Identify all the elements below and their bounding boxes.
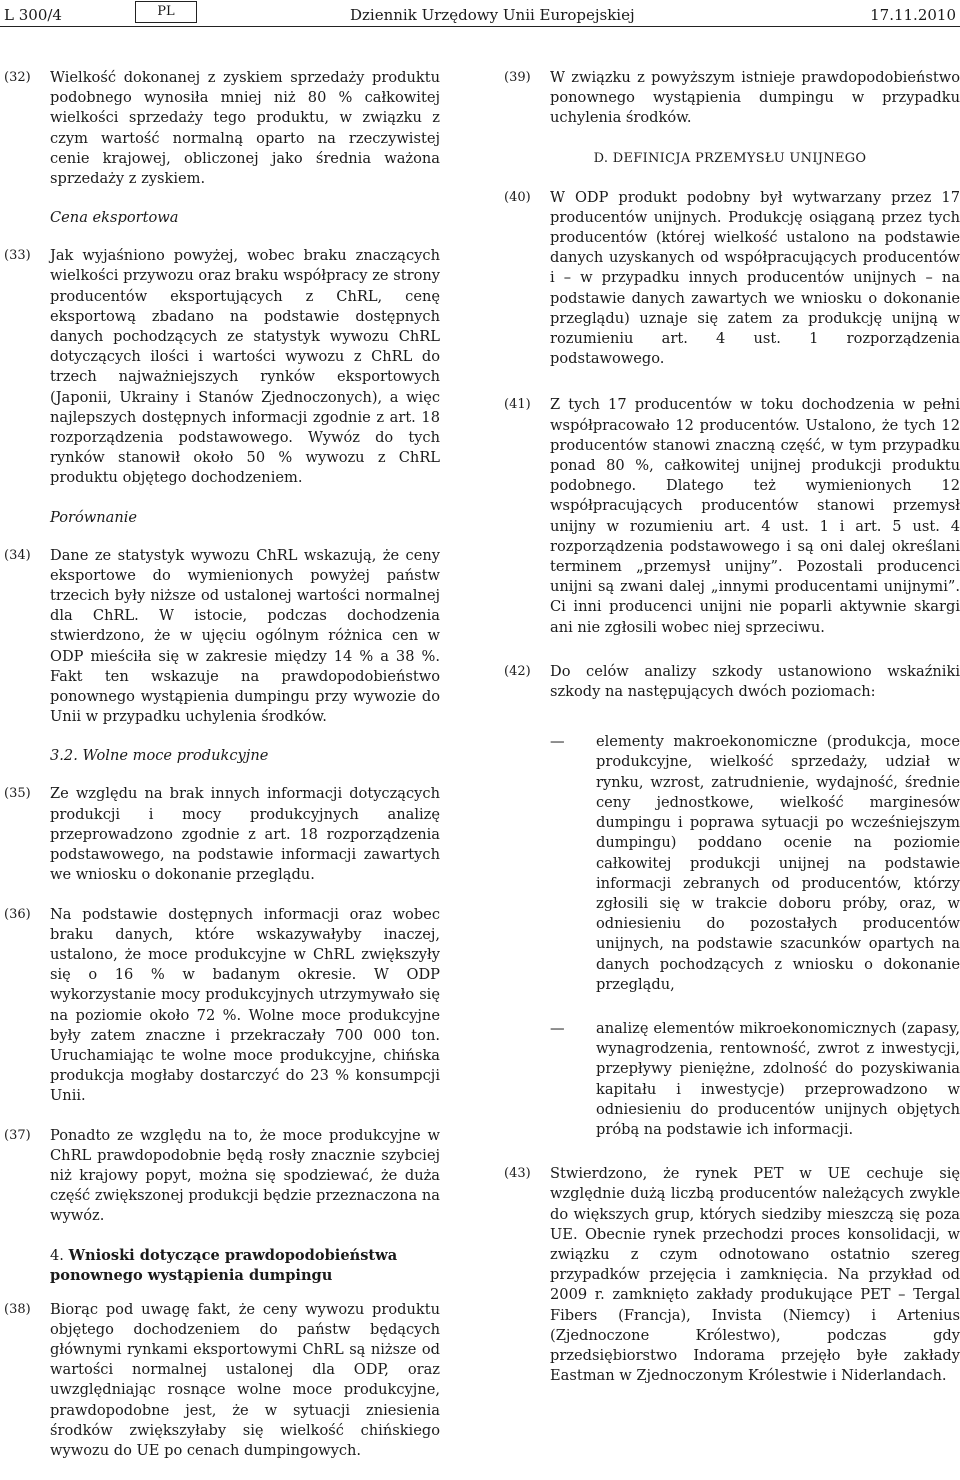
paragraph-number: (32) bbox=[4, 70, 31, 85]
right-column bbox=[500, 68, 960, 1405]
paragraph-number: (37) bbox=[4, 1127, 31, 1143]
dash-marker: — bbox=[550, 733, 565, 751]
paragraph-text: Dane ze statystyk wywozu ChRL wskazują, że ceny eksportowe do wymienionych powyżej państw trzecich były niższe od ustalonej wartości normalnej dla ChRL. W istocie, podczas dochodzenia stwierdzono, że w ujęciu ogólnym różnica cen w ODP mieściła się w zakresie między 14 % a 38 %. Fakt ten wskazuje na prawdopodobieństwo ponownego wystąpienia dumpingu przy wywozie do Unii w przypadku uchylenia środków. bbox=[50, 546, 440, 726]
paragraph-37 bbox=[0, 1126, 440, 1227]
paragraph-39 bbox=[500, 68, 960, 129]
language-box: PL bbox=[135, 1, 197, 23]
paragraph-text: Ponadto ze względu na to, że moce produkcyjne w ChRL prawdopodobnie będą rosły znacznie szybciej niż krajowy popyt, można się spodziewać, że duża część zwiększonej produkcji będzie przeznaczona na wywóz. bbox=[50, 1126, 440, 1225]
left-column bbox=[0, 68, 440, 1480]
subheading-export-price: Cena eksportowa bbox=[50, 209, 179, 227]
section-number: 4. bbox=[50, 1246, 64, 1264]
paragraph-number: (39) bbox=[504, 70, 531, 85]
paragraph-number: (33) bbox=[4, 248, 31, 264]
paragraph-41 bbox=[500, 395, 960, 637]
section-d-heading: D. DEFINICJA PRZEMYSŁU UNIJNEGO bbox=[593, 150, 867, 166]
paragraph-40 bbox=[500, 188, 960, 370]
paragraph-number: (38) bbox=[4, 1301, 31, 1317]
paragraph-43 bbox=[500, 1164, 960, 1386]
paragraph-number: (35) bbox=[4, 786, 31, 802]
paragraph-text: Biorąc pod uwagę fakt, że ceny wywozu produktu objętego dochodzeniem do państw będących głównymi rynkami eksportowymi ChRL są niższe od wartości normalnej ustalonej dla ODP, oraz uwzględniając rosnące wolne moce produkcyjne, prawdopodobne jest, że w sytuacji zniesienia środków zwiększyłaby się wielkość chińskiego wywozu do UE po cenach dumpingowych. bbox=[50, 1300, 440, 1459]
journal-title: Dziennik Urzędowy Unii Europejskiej bbox=[350, 6, 635, 24]
dash-marker: — bbox=[550, 1019, 565, 1037]
paragraph-text: Stwierdzono, że rynek PET w UE cechuje się względnie dużą liczbą producentów należących zwykle do większych grup, których siedziby mieszczą się poza UE. Obecnie rynek przechodzi proces konsolidacji, w związku z czym odnotowano ostatnio szereg przypadków przejęcia i zamknięcia. Na przykład od 2009 r. zamknięto zakłady produkujące PET – Tergal Fibers (Francja), Invista (Niemcy) i Artenius (Zjednoczone Królestwo), podczas gdy przedsiębiorstwo Indorama przejęło byłe zakłady Eastman w Zjednoczonym Królestwie i Niderlandach. bbox=[550, 1165, 960, 1385]
paragraph-number: (40) bbox=[504, 189, 531, 205]
page-header bbox=[0, 0, 960, 28]
paragraph-36 bbox=[0, 905, 440, 1107]
paragraph-text: Do celów analizy szkody ustanowiono wskaźniki szkody na następujących dwóch poziomach: bbox=[550, 662, 960, 701]
page-reference: L 300/4 bbox=[4, 6, 62, 24]
section-4-heading bbox=[0, 1246, 440, 1286]
paragraph-text: W ODP produkt podobny był wytwarzany przez 17 producentów unijnych. Produkcję osiąganą przez tych producentów (której wielkość ustalono na podstawie danych uzyskanych od współpracujących producentów i – w przypadku innych producentów unijnych – na podstawie danych zawartych we wniosku o dokonanie przeglądu) uznaje się zatem za produkcję unijną w rozumieniu art. 4 ust. 1 rozporządzenia podstawowego. bbox=[550, 188, 960, 368]
subheading-comparison: Porównanie bbox=[50, 508, 138, 526]
section-title: Wnioski dotyczące prawdopodobieństwa ponownego wystąpienia dumpingu bbox=[50, 1246, 398, 1284]
paragraph-text: Wielkość dokonanej z zyskiem sprzedaży produktu podobnego wynosiła mniej niż 80 % całkowitej wielkości sprzedaży tego produktu, w związku z czym wartość normalną oparto na rzeczywistej cenie krajowej, obliczonej jako średnia ważona sprzedaży z zyskiem. bbox=[50, 69, 440, 188]
paragraph-text: Na podstawie dostępnych informacji oraz wobec braku danych, które wskazywałyby inaczej, ustalono, że moce produkcyjne w ChRL zwiększyły się o 16 % w badanym okresie. W ODP wykorzystanie mocy produkcyjnych utrzymywało się na poziomie około 72 %. Wolne moce produkcyjne były zatem znaczne i przekraczały 700 000 ton. Uruchamiając te wolne moce produkcyjne, chińska produkcja mogłaby dostarczyć do 23 % konsumpcji Unii. bbox=[50, 905, 440, 1105]
paragraph-number: (36) bbox=[4, 906, 31, 922]
paragraph-text: Ze względu na brak innych informacji dotyczących produkcji i mocy produkcyjnych analizę przeprowadzono zgodnie z art. 18 rozporządzenia podstawowego, na podstawie informacji zawartych we wniosku o dokonanie przeglądu. bbox=[50, 785, 440, 884]
bullet-text: analizę elementów mikroekonomicznych (zapasy, wynagrodzenia, rentowność, zwrot z inwestycji, przepływy pieniężne, zdolność do pozyskiwania kapitału i inwestycje) przeprowadzono w odniesieniu do producentów unijnych objętych próbą na podstawie ich informacji. bbox=[596, 1019, 960, 1138]
paragraph-number: (43) bbox=[504, 1166, 531, 1182]
paragraph-35 bbox=[0, 784, 440, 885]
paragraph-text: W związku z powyższym istnieje prawdopodobieństwo ponownego wystąpienia dumpingu w przypadku uchylenia środków. bbox=[550, 69, 960, 127]
paragraph-42 bbox=[500, 662, 960, 702]
issue-date: 17.11.2010 bbox=[870, 6, 956, 24]
paragraph-number: (34) bbox=[4, 547, 31, 563]
bullet-macro bbox=[500, 732, 960, 995]
paragraph-32 bbox=[0, 68, 440, 189]
paragraph-33 bbox=[0, 246, 440, 488]
paragraph-34 bbox=[0, 546, 440, 728]
paragraph-number: (42) bbox=[504, 663, 531, 679]
subheading-spare-capacity: 3.2. Wolne moce produkcyjne bbox=[50, 747, 269, 765]
paragraph-text: Z tych 17 producentów w toku dochodzenia w pełni współpracowało 12 producentów. Ustalono, że tych 12 producentów stanowi znaczną część, w tym przypadku ponad 80 %, całkowitej unijnej produkcji produktu podobnego. Dlatego też wymienionych 12 współpracujących producentów stanowi przemysł unijny w rozumieniu art. 4 ust. 1 i art. 5 ust. 4 rozporządzenia podstawowego i są oni dalej określani terminem „przemysł unijny”. Pozostali producenci unijni są zwani dalej „innymi producentami unijnymi”. Ci inni producenci unijni nie poparli aktywnie skargi ani nie zgłosili wobec niej sprzeciwu. bbox=[550, 396, 960, 636]
bullet-micro bbox=[500, 1019, 960, 1140]
paragraph-38 bbox=[0, 1300, 440, 1462]
bullet-text: elementy makroekonomiczne (produkcja, moce produkcyjne, wielkość sprzedaży, udział w rynku, wzrost, zatrudnienie, wydajność, średnie ceny jednostkowe, wielkość marginesów dumpingu i poprawa sytuacji po wcześniejszym dumpingu) poddano ocenie na poziomie całkowitej produkcji unijnej na podstawie informacji zebranych od producentów, którzy zgłosili się w trakcie doboru próby, oraz, w odniesieniu do pozostałych producentów unijnych, na podstawie szacunków opartych na danych pochodzących z wniosku o dokonanie przeglądu, bbox=[596, 733, 960, 993]
header-rule bbox=[0, 26, 960, 27]
paragraph-text: Jak wyjaśniono powyżej, wobec braku znaczących wielkości przywozu oraz braku współpracy ze strony producentów eksportujących z ChRL, cenę eksportową zbadano na podstawie dostępnych danych pochodzących ze statystyk wywozu ChRL dotyczących ilości i wartości wywozu z ChRL do trzech najważniejszych rynków eksportowych (Japonii, Ukrainy i Stanów Zjednoczonych), a więc najlepszych dostępnych informacji zgodnie z art. 18 rozporządzenia podstawowego. Wywóz do tych rynków stanowił około 50 % wywozu z ChRL produktu objętego dochodzeniem. bbox=[50, 247, 440, 487]
paragraph-number: (41) bbox=[504, 397, 531, 413]
